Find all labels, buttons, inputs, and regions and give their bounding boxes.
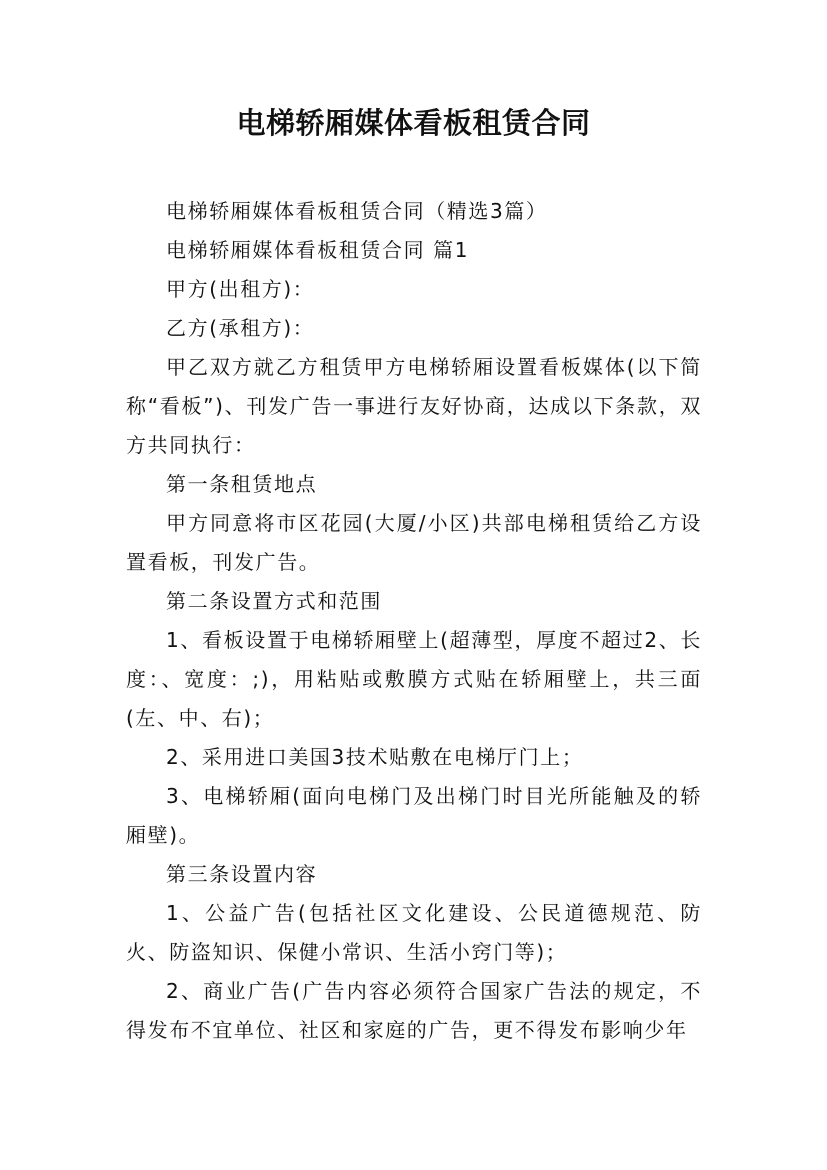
paragraph-section-heading: 电梯轿厢媒体看板租赁合同 篇1: [166, 238, 470, 262]
paragraph-article-2-item-2: 2、采用进口美国3技术贴敷在电梯厅门上；: [166, 745, 584, 769]
paragraph-article-2-item-1: 1、看板设置于电梯轿厢壁上(超薄型，厚度不超过2、长度：、宽度：;)，用粘贴或敷膜方式贴在轿厢壁上，共三面(左、中、右)；: [126, 628, 702, 730]
paragraph-article-1-body: 甲方同意将市区花园(大厦/小区)共部电梯租赁给乙方设置看板，刊发广告。: [126, 511, 702, 574]
paragraph-party-b: 乙方(承租方)：: [166, 316, 315, 340]
paragraph-article-3-title: 第三条设置内容: [166, 862, 318, 886]
paragraph-article-3-item-1: 1、公益广告(包括社区文化建设、公民道德规范、防火、防盗知识、保健小常识、生活小窍门等)；: [126, 901, 702, 964]
document-body: [126, 192, 702, 1050]
paragraph-article-1-title: 第一条租赁地点: [166, 472, 318, 496]
paragraph-preamble: 甲乙双方就乙方租赁甲方电梯轿厢设置看板媒体(以下简称“看板”)、刊发广告一事进行友好协商，达成以下条款，双方共同执行：: [126, 355, 702, 457]
paragraph-subtitle: 电梯轿厢媒体看板租赁合同（精选3篇）: [166, 199, 548, 223]
document-title: 电梯轿厢媒体看板租赁合同: [236, 106, 591, 140]
paragraph-article-2-item-3: 3、电梯轿厢(面向电梯门及出梯门时目光所能触及的轿厢壁)。: [126, 784, 702, 847]
paragraph-party-a: 甲方(出租方)：: [166, 277, 315, 301]
paragraph-article-3-item-2: 2、商业广告(广告内容必须符合国家广告法的规定，不得发布不宜单位、社区和家庭的广告，更不得发布影响少年: [126, 979, 702, 1042]
paragraph-article-2-title: 第二条设置方式和范围: [166, 589, 382, 613]
